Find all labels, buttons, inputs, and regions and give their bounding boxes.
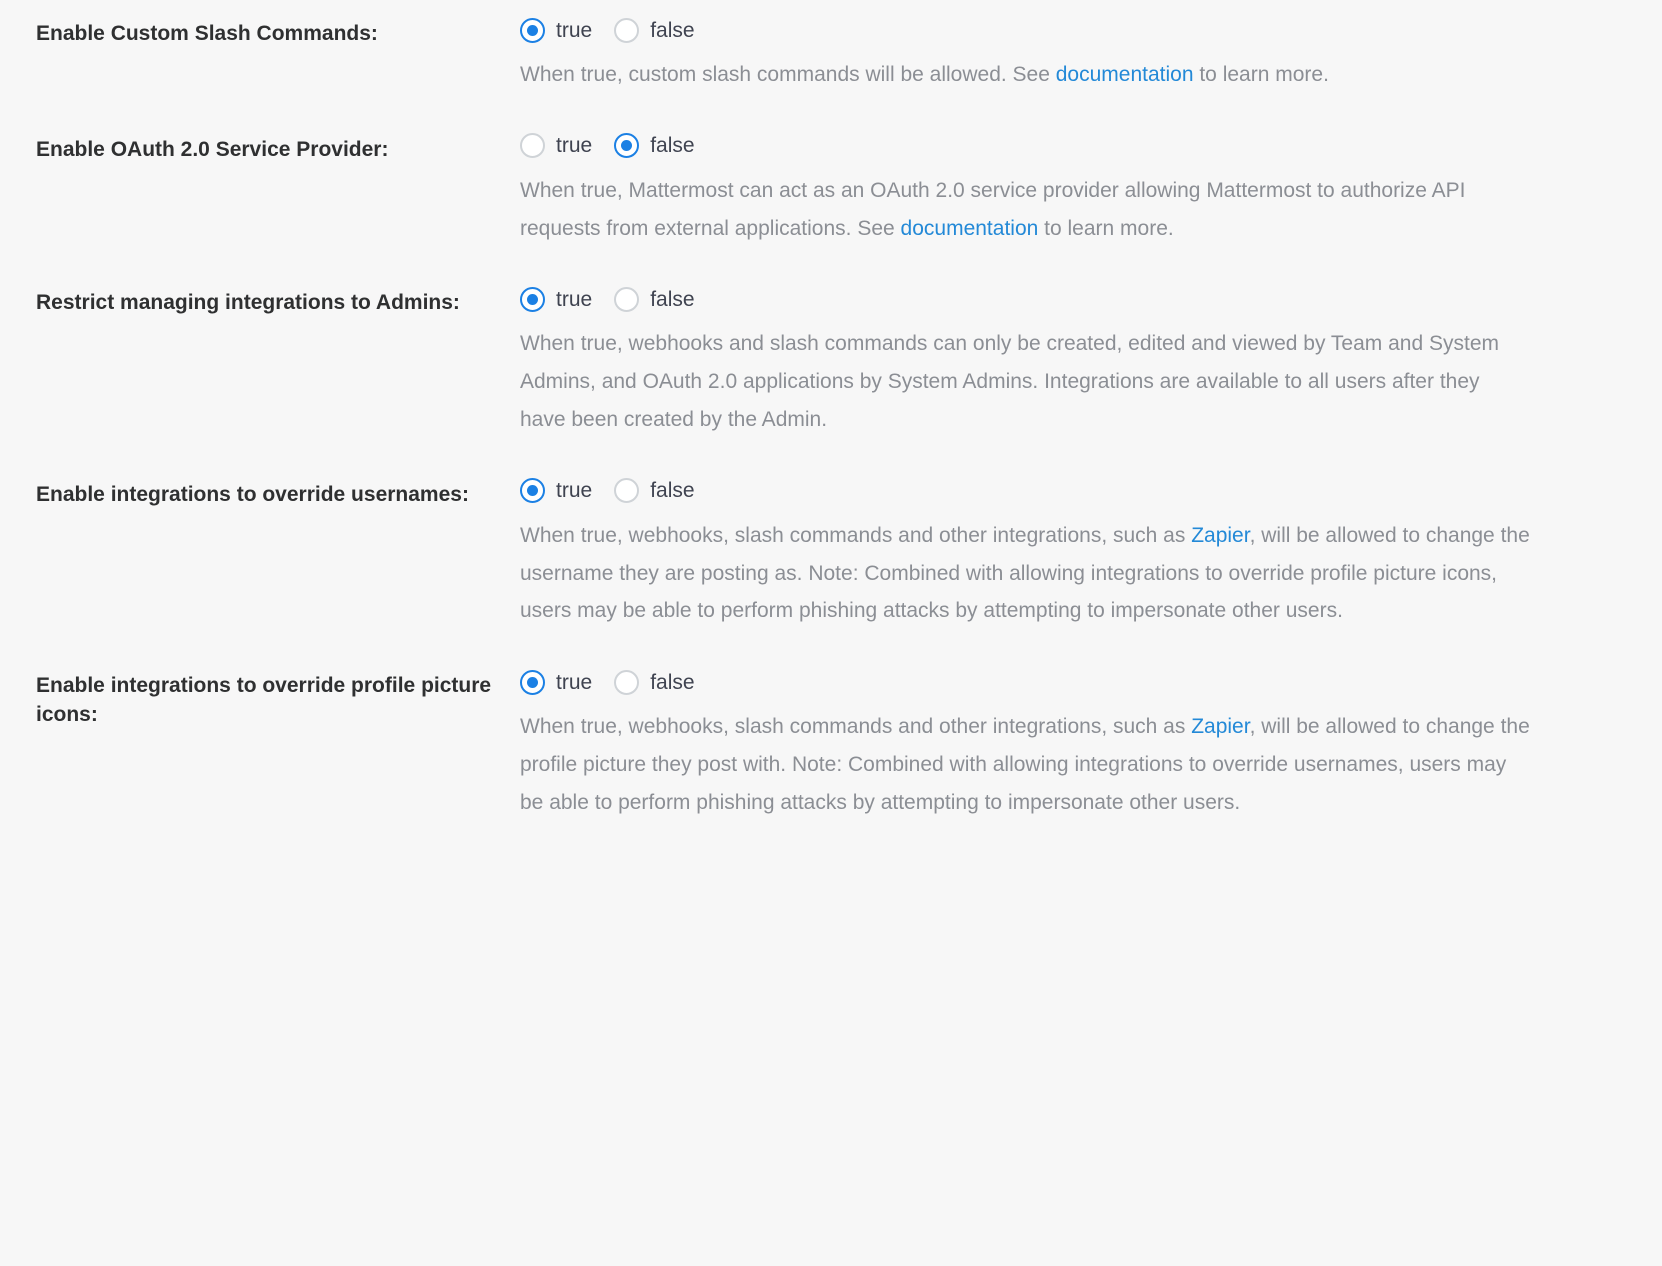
radio-false-label: false — [650, 18, 695, 42]
setting-help-text — [520, 708, 1530, 821]
radio-true-icon[interactable] — [520, 478, 545, 503]
setting-row — [0, 277, 1662, 438]
setting-help-text — [520, 172, 1530, 248]
radio-false-icon[interactable] — [614, 18, 639, 43]
setting-help-text — [520, 56, 1530, 94]
help-text-part: , will be allowed to change the username they are posting as. Note: Combined with allowing integrations to override profile picture icons, users may be able to perform phishing attacks by attempting to impersonate other users. — [520, 523, 1530, 623]
setting-label-override-usernames: Enable integrations to override usernames: — [36, 482, 469, 506]
radio-option-false[interactable] — [614, 670, 694, 695]
setting-control — [520, 8, 1662, 94]
setting-control — [520, 277, 1662, 438]
zapier-link[interactable]: Zapier — [1191, 715, 1250, 739]
radio-option-false[interactable] — [614, 287, 694, 312]
setting-row — [0, 469, 1662, 630]
radio-true-label: true — [556, 287, 593, 311]
radio-true-icon[interactable] — [520, 18, 545, 43]
setting-label-enable-oauth-service-provider: Enable OAuth 2.0 Service Provider: — [36, 137, 389, 161]
radio-true-icon[interactable] — [520, 670, 545, 695]
setting-row — [0, 660, 1662, 821]
radio-option-true[interactable] — [520, 133, 592, 158]
setting-help-text: When true, webhooks and slash commands can only be created, edited and viewed by Team and System Admins, and OAuth 2.0 applications by System Admins. Integrations are available to all users after they have been created by the Admin. — [520, 332, 1500, 431]
help-text-part: , will be allowed to change the profile picture they post with. Note: Combined with allowing integrations to override usernames, users may be able to perform phishing attacks by attempting to impersonate other users. — [520, 715, 1530, 814]
setting-row — [0, 0, 1662, 94]
radio-group-override-usernames — [520, 469, 1622, 513]
radio-false-icon[interactable] — [614, 287, 639, 312]
setting-control — [520, 124, 1662, 248]
setting-label-enable-custom-slash-commands: Enable Custom Slash Commands: — [36, 22, 378, 45]
setting-label-restrict-managing-integrations: Restrict managing integrations to Admins: — [36, 291, 460, 315]
setting-label-override-profile-picture-icons: Enable integrations to override profile picture icons: — [36, 674, 492, 726]
help-text-part: to learn more. — [1193, 63, 1329, 86]
help-text-part: to learn more. — [1038, 216, 1174, 240]
radio-false-label: false — [650, 134, 695, 158]
radio-group-enable-custom-slash-commands — [520, 8, 1622, 52]
setting-row — [0, 124, 1662, 248]
zapier-link[interactable]: Zapier — [1191, 523, 1250, 547]
radio-true-label: true — [556, 18, 593, 42]
radio-option-false[interactable] — [614, 478, 694, 503]
radio-true-label: true — [556, 670, 593, 694]
documentation-link[interactable]: documentation — [900, 216, 1039, 240]
radio-false-label: false — [650, 479, 695, 503]
radio-option-false[interactable] — [614, 18, 694, 43]
help-text-part: When true, Mattermost can act as an OAuth 2.0 service provider allowing Mattermost to authorize API requests from external applications. See — [520, 178, 1466, 240]
radio-option-false[interactable] — [614, 133, 694, 158]
setting-control — [520, 660, 1662, 821]
radio-option-true[interactable] — [520, 18, 592, 43]
setting-control — [520, 469, 1662, 630]
help-text-part: When true, webhooks, slash commands and other integrations, such as — [520, 715, 1192, 739]
radio-true-icon[interactable] — [520, 133, 545, 158]
help-text-part: When true, webhooks, slash commands and other integrations, such as — [520, 523, 1192, 547]
radio-option-true[interactable] — [520, 478, 592, 503]
radio-false-label: false — [650, 287, 695, 311]
radio-false-icon[interactable] — [614, 670, 639, 695]
documentation-link[interactable]: documentation — [1055, 63, 1194, 86]
setting-help-text — [520, 517, 1530, 630]
radio-group-restrict-managing-integrations — [520, 277, 1622, 321]
radio-option-true[interactable] — [520, 287, 592, 312]
radio-false-icon[interactable] — [614, 133, 639, 158]
radio-true-label: true — [556, 479, 593, 503]
radio-false-icon[interactable] — [614, 478, 639, 503]
radio-true-icon[interactable] — [520, 287, 545, 312]
radio-false-label: false — [650, 670, 695, 694]
radio-group-enable-oauth-service-provider — [520, 124, 1622, 168]
radio-option-true[interactable] — [520, 670, 592, 695]
radio-group-override-profile-picture-icons — [520, 660, 1622, 704]
help-text-part: When true, custom slash commands will be allowed. See — [520, 63, 1056, 86]
radio-true-label: true — [556, 134, 593, 158]
